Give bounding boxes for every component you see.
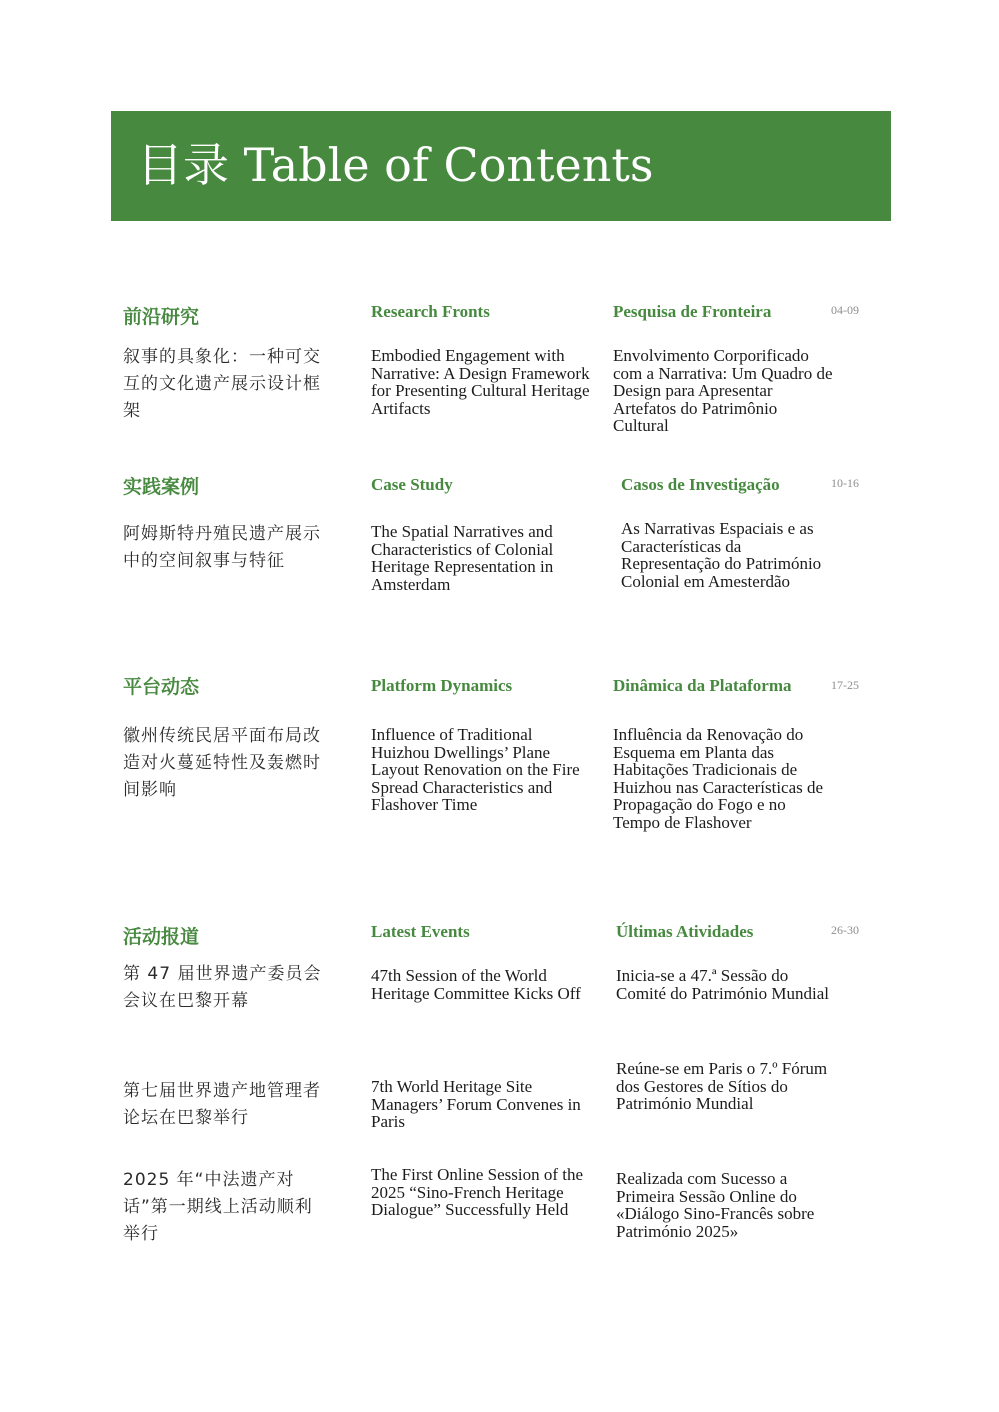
section-heading-en: Platform Dynamics <box>371 676 513 695</box>
article-title-cn: 叙事的具象化：一种可交互的文化遗产展示设计框架 <box>123 347 321 421</box>
article-title-cn: 徽州传统民居平面布局改造对火蔓延特性及轰燃时间影响 <box>123 726 321 800</box>
article-title-cn: 第 47 届世界遗产委员会会议在巴黎开幕 <box>123 964 322 1011</box>
article-title-pt: As Narrativas Espaciais e as Características da Representação do Património Colonial em Amesterdão <box>621 519 822 591</box>
section-heading-pt: Pesquisa de Fronteira <box>613 302 772 321</box>
section-heading-en: Latest Events <box>371 922 470 941</box>
header-banner <box>111 111 891 221</box>
page-range: 04-09 <box>831 303 859 317</box>
page-title: 目录 Table of Contents <box>137 138 654 192</box>
article-title-en: Influence of Traditional Huizhou Dwellings’ Plane Layout Renovation on the Fire Spread Characteristics and Flashover Time <box>371 725 580 814</box>
article-title-cn: 2025 年“中法遗产对话”第一期线上活动顺利举行 <box>123 1170 313 1244</box>
section-heading-cn: 实践案例 <box>123 476 200 498</box>
section-heading-pt: Casos de Investigação <box>621 475 780 494</box>
section-heading-en: Case Study <box>371 475 453 494</box>
section-heading-pt: Dinâmica da Plataforma <box>613 676 792 695</box>
page-range: 17-25 <box>831 678 859 692</box>
page-range: 26-30 <box>831 923 859 937</box>
article-title-pt: Envolvimento Corporificado com a Narrativa: Um Quadro de Design para Apresentar Artefatos do Patrimônio Cultural <box>613 346 833 435</box>
section-heading-en: Research Fronts <box>371 302 490 321</box>
section-heading-cn: 活动报道 <box>123 926 200 948</box>
article-title-cn: 第七届世界遗产地管理者论坛在巴黎举行 <box>123 1081 321 1128</box>
page-range: 10-16 <box>831 476 859 490</box>
article-title-pt: Realizada com Sucesso a Primeira Sessão Online do «Diálogo Sino-Francês sobre Património 2025» <box>616 1169 815 1241</box>
article-title-en: The Spatial Narratives and Characteristics of Colonial Heritage Representation in Amsterdam <box>371 522 554 594</box>
article-title-en: The First Online Session of the 2025 “Sino-French Heritage Dialogue” Successfully Held <box>371 1165 584 1219</box>
article-title-cn: 阿姆斯特丹殖民遗产展示中的空间叙事与特征 <box>123 524 321 571</box>
section-heading-cn: 平台动态 <box>123 676 200 698</box>
article-title-en: 47th Session of the World Heritage Committee Kicks Off <box>371 966 581 1003</box>
article-title-pt: Influência da Renovação do Esquema em Planta das Habitações Tradicionais de Huizhou nas Características de Propagação do Fogo e no Tempo de Flashover <box>613 725 824 832</box>
section-heading-cn: 前沿研究 <box>123 306 200 328</box>
section-heading-pt: Últimas Atividades <box>616 922 754 941</box>
article-title-pt: Reúne-se em Paris o 7.º Fórum dos Gestores de Sítios do Património Mundial <box>616 1059 828 1113</box>
article-title-en: 7th World Heritage Site Managers’ Forum Convenes in Paris <box>371 1077 581 1131</box>
article-title-en: Embodied Engagement with Narrative: A Design Framework for Presenting Cultural Heritage Artifacts <box>371 346 590 418</box>
article-title-pt: Inicia-se a 47.ª Sessão do Comité do Património Mundial <box>616 966 829 1003</box>
